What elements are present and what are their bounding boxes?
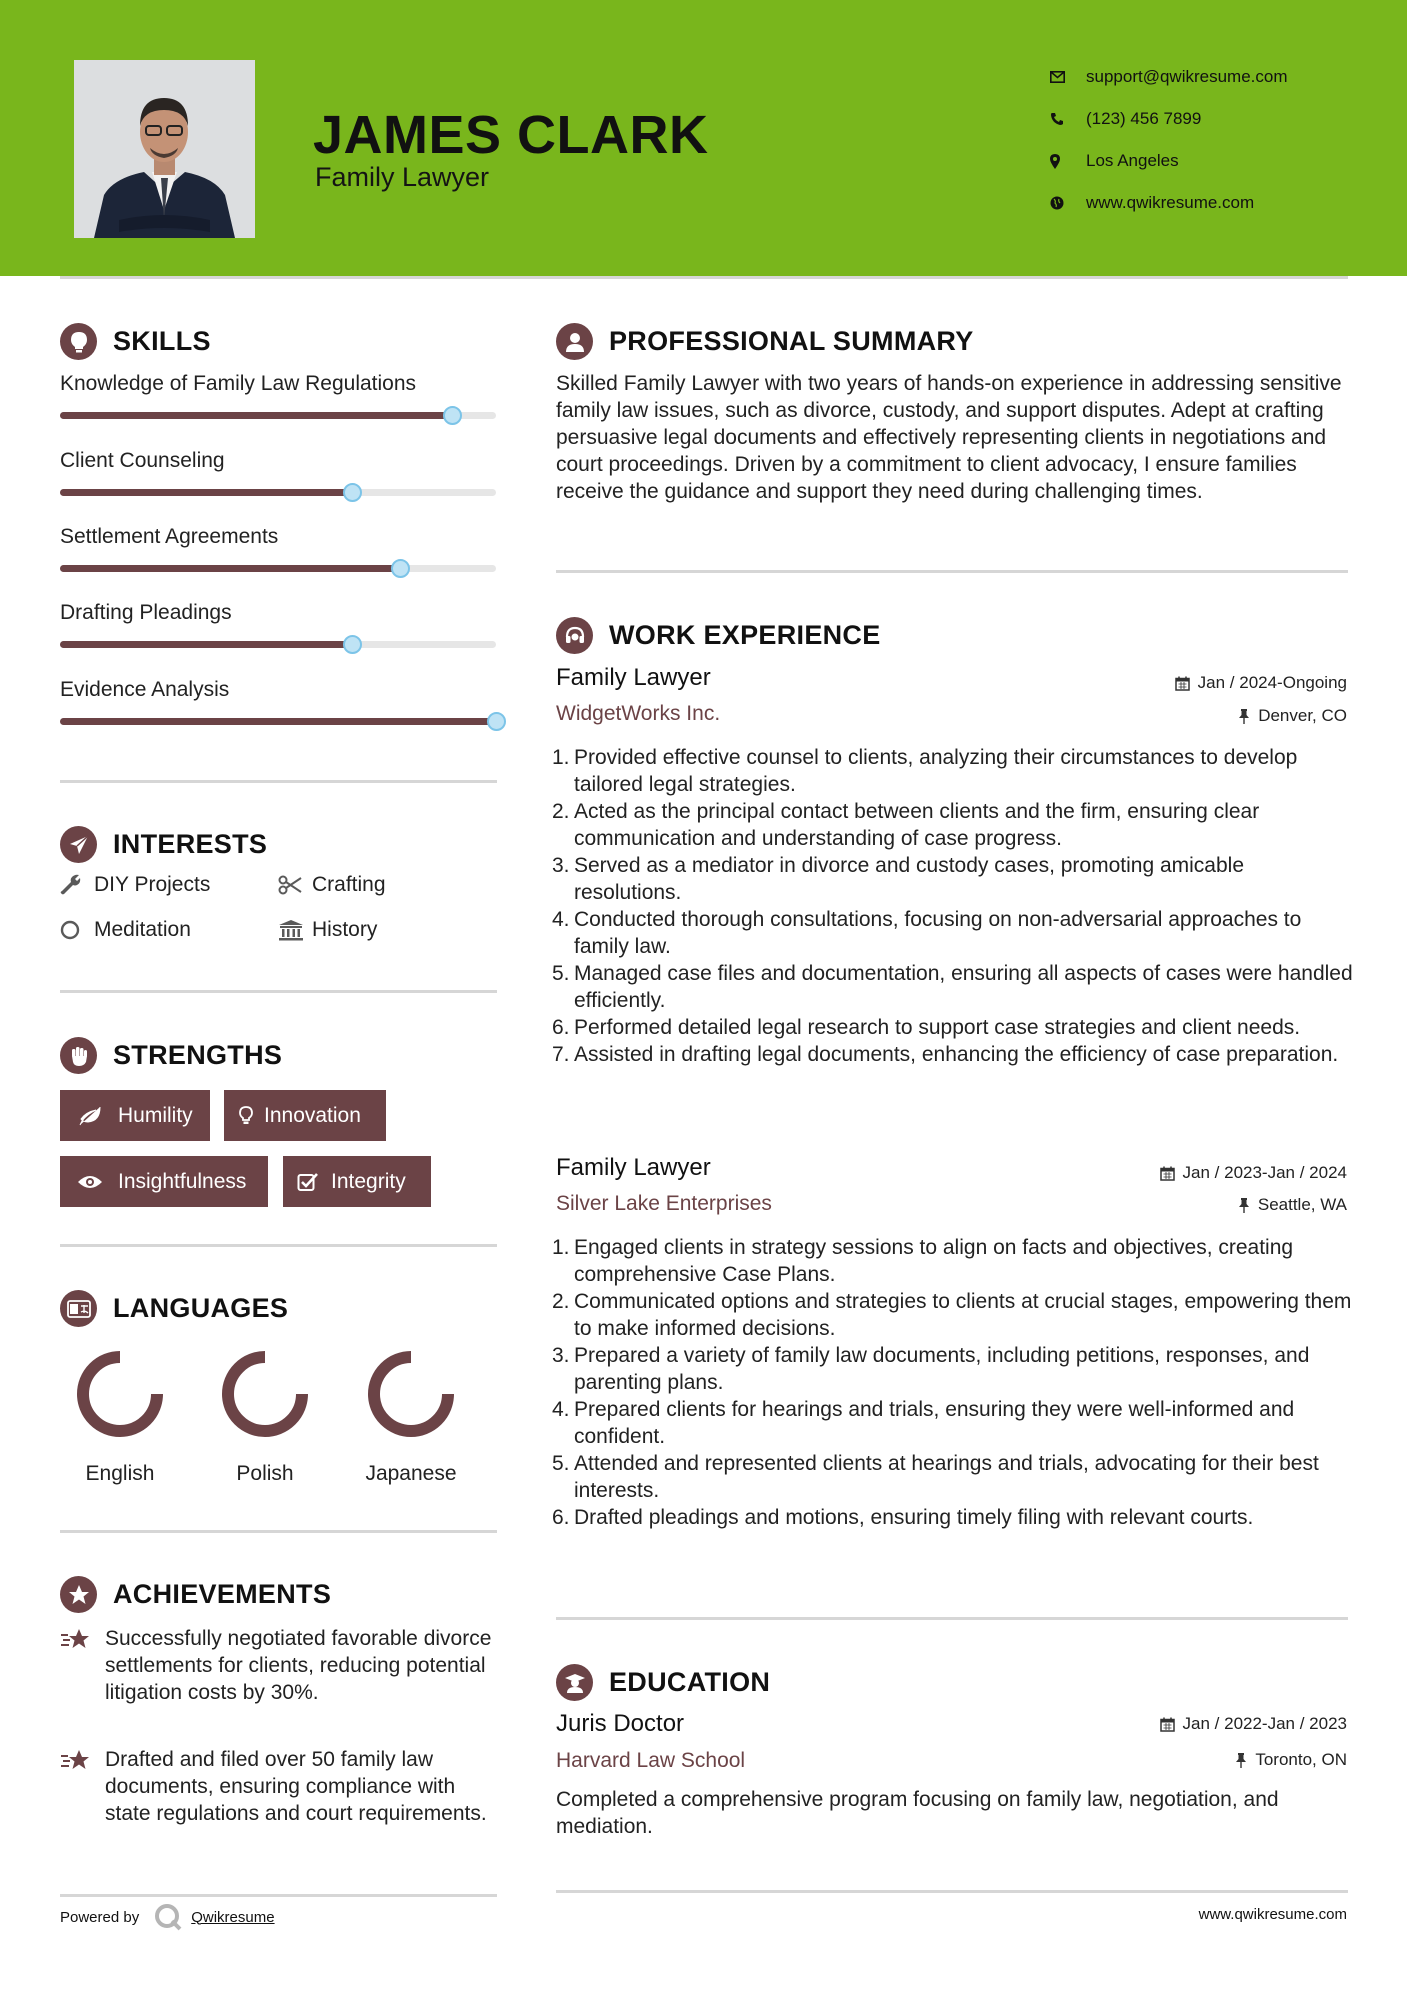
job-company: WidgetWorks Inc.: [556, 702, 721, 725]
interest-label: Crafting: [312, 873, 386, 896]
job-date: [1160, 1163, 1347, 1183]
job-bullet: 5. Attended and represented clients at hearings and trials, advocating for their best interests.: [552, 1452, 1319, 1502]
skill-item: [60, 601, 496, 648]
language-ring: [362, 1345, 460, 1443]
skill-bar-knob: [343, 635, 362, 654]
strength-tag: [224, 1090, 386, 1141]
section-divider: [60, 780, 497, 783]
shooting-star-icon: [60, 1625, 105, 1706]
job-bullet: 7. Assisted in drafting legal documents, enhancing the efficiency of case preparation.: [552, 1043, 1339, 1066]
pushpin-icon: [1235, 1753, 1247, 1768]
qwikresume-logo-icon: [153, 1902, 183, 1932]
languages-heading: [60, 1290, 288, 1327]
skill-bar-fill: [60, 641, 352, 648]
education-school: Harvard Law School: [556, 1749, 746, 1772]
experience-heading: [556, 617, 881, 654]
interests-heading: [60, 826, 267, 863]
strength-label: Innovation: [264, 1103, 361, 1127]
job-date: [1175, 673, 1347, 693]
lightbulb-icon: [60, 323, 97, 360]
skill-bar-fill: [60, 412, 452, 419]
strength-label: Integrity: [331, 1169, 406, 1193]
language-label: English: [85, 1462, 155, 1485]
candidate-name: JAMES CLARK: [313, 105, 709, 165]
language-label: Polish: [236, 1462, 294, 1485]
skills-title: SKILLS: [113, 326, 211, 356]
globe-icon: [1050, 196, 1086, 210]
job-bullets: [552, 1234, 1356, 1531]
language-label: Japanese: [365, 1462, 457, 1485]
scissors-icon: [278, 875, 312, 895]
education-text: Completed a comprehensive program focusing on family law, negotiation, and mediation.: [556, 1788, 1279, 1838]
interest-label: Meditation: [94, 918, 191, 941]
checkbox-icon: [295, 1172, 321, 1192]
job-title: Family Lawyer: [556, 1154, 711, 1181]
strength-tag: [60, 1090, 210, 1141]
skill-item: [60, 678, 496, 725]
skill-bar-knob: [443, 406, 462, 425]
skill-bar: [60, 412, 496, 419]
education-location-text: Toronto, ON: [1255, 1750, 1347, 1769]
calendar-icon: [1160, 1166, 1175, 1181]
contact-email[interactable]: [1050, 56, 1288, 98]
envelope-icon: [1050, 71, 1086, 83]
skill-bar-fill: [60, 565, 400, 572]
contact-location-text: Los Angeles: [1086, 151, 1179, 170]
job-location: [1238, 1195, 1347, 1215]
achievement-item: [60, 1746, 500, 1827]
education-degree: Juris Doctor: [556, 1710, 685, 1737]
contact-phone[interactable]: [1050, 98, 1288, 140]
interests-title: INTERESTS: [113, 829, 268, 859]
leaf-icon: [72, 1106, 108, 1126]
job-bullet: 4. Prepared clients for hearings and trials, ensuring they were well-informed and confident.: [552, 1398, 1295, 1448]
contact-website-text: www.qwikresume.com: [1086, 193, 1255, 212]
paper-plane-icon: [60, 826, 97, 863]
language-ring: [71, 1345, 169, 1443]
language-ring: [216, 1345, 314, 1443]
interest-item: [278, 918, 377, 942]
interest-label: DIY Projects: [94, 873, 211, 896]
section-divider: [60, 1530, 497, 1533]
experience-title: WORK EXPERIENCE: [609, 620, 881, 650]
strength-tag: [283, 1156, 431, 1207]
eye-icon: [72, 1174, 108, 1190]
skill-bar-knob: [487, 712, 506, 731]
education-date-text: Jan / 2022-Jan / 2023: [1182, 1714, 1347, 1733]
resume-header: [0, 0, 1407, 276]
contact-phone-text: (123) 456 7899: [1086, 109, 1202, 128]
summary-text: Skilled Family Lawyer with two years of hands-on experience in addressing sensitive family law issues, such as divorce, custody, and support disputes. Adept at crafting persuasive legal documents and effectively representing clients in negotiations and court proceedings. Driven by a commitment to client advocacy, I ensure families receive the guidance and support they need during challenging times.: [556, 372, 1342, 503]
candidate-role: Family Lawyer: [315, 162, 490, 192]
job-bullets: [552, 744, 1356, 1068]
skill-bar-knob: [391, 559, 410, 578]
education-title: EDUCATION: [609, 1667, 771, 1697]
skill-label: Client Counseling: [60, 449, 225, 472]
achievements-title: ACHIEVEMENTS: [113, 1579, 332, 1609]
pushpin-icon: [1238, 1198, 1250, 1213]
job-location: [1238, 706, 1347, 726]
star-badge-icon: [60, 1576, 97, 1613]
strength-tag: [60, 1156, 268, 1207]
skill-bar: [60, 565, 496, 572]
job-bullet: 4. Conducted thorough consultations, focusing on non-adversarial approaches to family law.: [552, 908, 1302, 958]
job-location-text: Denver, CO: [1258, 706, 1347, 725]
skill-label: Knowledge of Family Law Regulations: [60, 372, 417, 395]
job-bullet: 1. Provided effective counsel to clients, analyzing their circumstances to develop tailored legal strategies.: [552, 746, 1298, 796]
job-title: Family Lawyer: [556, 664, 711, 691]
skills-heading: [60, 323, 211, 360]
graduate-icon: [556, 1664, 593, 1701]
bank-icon: [278, 919, 312, 941]
skill-item: [60, 372, 496, 419]
wrench-icon: [60, 874, 94, 896]
interest-label: History: [312, 918, 378, 941]
achievements-heading: [60, 1576, 331, 1613]
section-divider: [556, 1890, 1348, 1893]
user-icon: [556, 323, 593, 360]
powered-by-text: Powered by: [60, 1908, 140, 1926]
job-bullet: 2. Communicated options and strategies to clients at crucial stages, empowering them to make informed decisions.: [552, 1290, 1352, 1340]
skill-bar: [60, 718, 496, 725]
calendar-icon: [1175, 676, 1190, 691]
shooting-star-icon: [60, 1746, 105, 1827]
contact-website[interactable]: [1050, 182, 1288, 224]
language-ring-arc: [83, 1357, 157, 1431]
job-bullet: 6. Drafted pleadings and motions, ensuring timely filing with relevant courts.: [552, 1506, 1254, 1529]
language-ring-arc: [228, 1357, 302, 1431]
translate-icon: [60, 1290, 97, 1327]
skill-bar-fill: [60, 718, 496, 725]
interest-item: [60, 918, 191, 942]
section-divider: [60, 1244, 497, 1247]
contact-email-text: support@qwikresume.com: [1086, 67, 1288, 86]
job-location-text: Seattle, WA: [1257, 1195, 1347, 1214]
job-bullet: 3. Prepared a variety of family law documents, including petitions, responses, and parenting plans.: [552, 1344, 1310, 1394]
strength-label: Humility: [118, 1103, 193, 1127]
footer-powered-by: [60, 1902, 275, 1932]
job-date-text: Jan / 2023-Jan / 2024: [1182, 1163, 1347, 1182]
interest-item: [60, 873, 210, 897]
pushpin-icon: [1238, 709, 1250, 724]
profile-photo: [74, 60, 255, 238]
interest-item: [278, 873, 386, 897]
education-heading: [556, 1664, 770, 1701]
languages-title: LANGUAGES: [113, 1293, 289, 1323]
summary-title: PROFESSIONAL SUMMARY: [609, 326, 974, 356]
language-item: [210, 1345, 320, 1486]
section-divider: [60, 990, 497, 993]
contact-location: [1050, 140, 1288, 182]
footer-website[interactable]: www.qwikresume.com: [1198, 1906, 1347, 1923]
lightbulb-icon: [236, 1106, 256, 1126]
section-divider: [60, 1894, 497, 1897]
strengths-title: STRENGTHS: [113, 1040, 283, 1070]
job-bullet: 5. Managed case files and documentation, ensuring all aspects of cases were handled efficiently.: [552, 962, 1353, 1012]
phone-icon: [1050, 112, 1086, 126]
job-bullet: 3. Served as a mediator in divorce and custody cases, promoting amicable resolutions.: [552, 854, 1245, 904]
skill-bar: [60, 641, 496, 648]
education-date: [1160, 1714, 1347, 1734]
contact-list: [1050, 56, 1288, 224]
skill-label: Settlement Agreements: [60, 525, 279, 548]
skill-item: [60, 449, 496, 496]
section-divider: [556, 570, 1348, 573]
achievement-item: [60, 1625, 500, 1706]
skill-item: [60, 525, 496, 572]
job-bullet: 2. Acted as the principal contact between clients and the firm, ensuring clear communication and understanding of case progress.: [552, 800, 1260, 850]
calendar-icon: [1160, 1717, 1175, 1732]
circle-icon: [60, 920, 94, 940]
job-date-text: Jan / 2024-Ongoing: [1197, 673, 1347, 692]
skill-label: Drafting Pleadings: [60, 601, 232, 624]
raised-fist-icon: [60, 1037, 97, 1074]
strength-label: Insightfulness: [118, 1169, 247, 1193]
language-item: [65, 1345, 175, 1486]
job-bullet: 6. Performed detailed legal research to support case strategies and client needs.: [552, 1016, 1301, 1039]
header-divider: [60, 276, 1348, 279]
headset-icon: [556, 617, 593, 654]
job-bullet: 1. Engaged clients in strategy sessions to align on facts and objectives, creating comprehensive Case Plans.: [552, 1236, 1294, 1286]
map-pin-icon: [1050, 154, 1086, 169]
education-location: [1235, 1750, 1347, 1770]
section-divider: [556, 1617, 1348, 1620]
achievement-text: Drafted and filed over 50 family law documents, ensuring compliance with state regulations and court requirements.: [105, 1748, 487, 1825]
strengths-heading: [60, 1037, 282, 1074]
summary-heading: [556, 323, 974, 360]
qwikresume-link[interactable]: Qwikresume: [191, 1908, 275, 1926]
skill-bar-knob: [343, 483, 362, 502]
achievement-text: Successfully negotiated favorable divorce settlements for clients, reducing potential litigation costs by 30%.: [105, 1627, 492, 1704]
skill-bar: [60, 489, 496, 496]
language-ring-arc: [374, 1357, 448, 1431]
language-item: [356, 1345, 466, 1486]
skill-label: Evidence Analysis: [60, 678, 230, 701]
skill-bar-fill: [60, 489, 352, 496]
job-company: Silver Lake Enterprises: [556, 1192, 772, 1215]
